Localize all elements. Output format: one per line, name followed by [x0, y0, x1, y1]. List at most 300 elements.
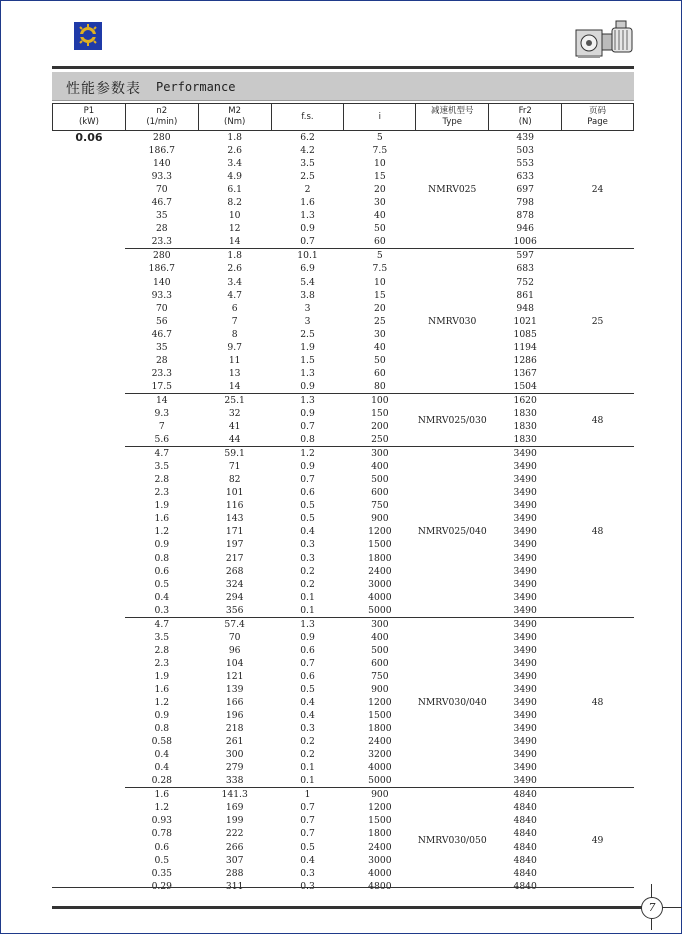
table-row: [53, 578, 634, 591]
n2-cell: 0.28: [151, 775, 173, 787]
n2-cell: 140: [153, 276, 171, 288]
m2-cell: 139: [225, 683, 244, 695]
ratio-cell: 1200: [368, 526, 392, 538]
col-header-type: 减速机型号 Type: [416, 104, 489, 131]
ratio-cell: 900: [344, 788, 416, 802]
fr2-cell: 3490: [513, 749, 537, 761]
fs-cell: 0.9: [300, 461, 315, 473]
table-row: [53, 367, 634, 380]
n2-cell: 0.4: [154, 749, 170, 761]
fr2-cell: 3490: [513, 644, 537, 656]
ratio-cell: 300: [344, 617, 416, 631]
table-row: [53, 447, 634, 461]
fr2-cell: 752: [516, 276, 534, 288]
ratio-cell: 25: [374, 315, 386, 327]
fr2-cell: 3490: [513, 474, 537, 486]
m2-cell: 307: [225, 854, 244, 866]
n2-cell: 1.2: [154, 526, 170, 538]
ratio-cell: 1800: [368, 723, 392, 735]
fs-cell: 6.9: [300, 263, 315, 275]
fr2-cell: 503: [516, 145, 534, 157]
fs-cell: 0.4: [300, 710, 315, 722]
m2-cell: 4.7: [227, 289, 242, 301]
fr2-cell: 4840: [513, 867, 537, 879]
ratio-cell: 100: [344, 393, 416, 407]
table-row: [53, 420, 634, 433]
fr2-cell: 3490: [513, 604, 537, 616]
table-row: [53, 183, 634, 196]
ratio-cell: 900: [371, 513, 389, 525]
n2-cell: 14: [125, 393, 198, 407]
m2-cell: 116: [225, 500, 244, 512]
fr2-cell: 1830: [513, 421, 537, 433]
n2-cell: 0.58: [151, 736, 173, 748]
ratio-cell: 2400: [368, 841, 392, 853]
table-row: [53, 222, 634, 235]
table-row: [53, 276, 634, 289]
ratio-cell: 2400: [368, 565, 392, 577]
table-row: [53, 735, 634, 748]
m2-cell: 44: [228, 434, 241, 446]
m2-cell: 268: [225, 565, 244, 577]
fr2-cell: 4840: [513, 841, 537, 853]
n2-cell: 93.3: [151, 289, 173, 301]
fs-cell: 1.3: [271, 617, 344, 631]
fr2-cell: 1085: [513, 328, 537, 340]
m2-cell: 300: [225, 749, 244, 761]
m2-cell: 199: [225, 815, 244, 827]
table-row: [53, 512, 634, 525]
table-row: [53, 788, 634, 802]
table-row: [53, 617, 634, 631]
fs-cell: 0.6: [300, 670, 315, 682]
table-row: [53, 341, 634, 354]
fs-cell: 3.5: [300, 158, 315, 170]
m2-cell: 294: [225, 591, 244, 603]
ratio-cell: 80: [374, 380, 386, 392]
fr2-cell: 1830: [513, 407, 537, 419]
fr2-cell: 3490: [513, 657, 537, 669]
n2-cell: 0.35: [151, 867, 173, 879]
m2-cell: 8: [231, 328, 238, 340]
fr2-cell: 4840: [513, 854, 537, 866]
type-cell: NMRV030/040: [416, 617, 489, 788]
n2-cell: 2.3: [154, 657, 170, 669]
fr2-cell: 3490: [513, 578, 537, 590]
fs-cell: 0.6: [300, 644, 315, 656]
fs-cell: 3: [304, 302, 311, 314]
header-rule: [52, 66, 634, 69]
m2-cell: 141.3: [198, 788, 271, 802]
n2-cell: 17.5: [151, 380, 173, 392]
table-row: [53, 827, 634, 840]
n2-cell: 186.7: [148, 263, 175, 275]
ratio-cell: 15: [374, 289, 386, 301]
type-cell: NMRV025: [428, 184, 477, 196]
ratio-cell: 30: [374, 328, 386, 340]
ratio-cell: 40: [374, 341, 386, 353]
m2-cell: 25.1: [198, 393, 271, 407]
m2-cell: 1.8: [227, 132, 242, 143]
m2-cell: 3.4: [227, 158, 242, 170]
footer-rule: [52, 906, 642, 909]
col-header-fr2: Fr2 (N): [489, 104, 562, 131]
ratio-cell: 5000: [368, 775, 392, 787]
page-ref-cell: 25: [562, 249, 634, 394]
m2-cell: 166: [225, 697, 244, 709]
fs-cell: 0.4: [300, 697, 315, 709]
fr2-cell: 3490: [513, 513, 537, 525]
n2-cell: 23.3: [151, 236, 173, 248]
fr2-cell: 1006: [513, 236, 537, 248]
ratio-cell: 600: [371, 657, 389, 669]
page-number: 7: [641, 897, 663, 919]
ratio-cell: 4000: [368, 591, 392, 603]
fs-cell: 0.5: [300, 500, 315, 512]
table-row: [53, 538, 634, 551]
ratio-cell: 2400: [368, 736, 392, 748]
n2-cell: 4.7: [125, 447, 198, 461]
n2-cell: 2.8: [154, 644, 170, 656]
fr2-cell: 3490: [513, 500, 537, 512]
fs-cell: 2: [304, 184, 311, 196]
fs-cell: 2.5: [300, 171, 315, 183]
table-row: [53, 460, 634, 473]
fs-cell: 0.5: [300, 841, 315, 853]
n2-cell: 5.6: [154, 434, 170, 446]
m2-cell: 2.6: [227, 145, 242, 157]
ratio-cell: 400: [371, 631, 389, 643]
m2-cell: 196: [225, 710, 244, 722]
ratio-cell: 500: [371, 474, 389, 486]
m2-cell: 171: [225, 526, 244, 538]
fr2-cell: 683: [516, 263, 534, 275]
fs-cell: 0.2: [300, 565, 315, 577]
table-row: [53, 433, 634, 447]
n2-cell: 0.3: [154, 604, 170, 616]
n2-cell: 2.8: [154, 474, 170, 486]
ratio-cell: 750: [371, 500, 389, 512]
n2-cell: 186.7: [148, 145, 175, 157]
n2-cell: 140: [153, 158, 171, 170]
n2-cell: 1.6: [125, 788, 198, 802]
n2-cell: 1.9: [154, 500, 170, 512]
ratio-cell: 5: [344, 249, 416, 263]
fs-cell: 6.2: [300, 132, 315, 143]
n2-cell: 1.2: [154, 697, 170, 709]
n2-cell: 46.7: [151, 197, 173, 209]
table-row: [53, 486, 634, 499]
ratio-cell: 750: [371, 670, 389, 682]
table-row: [53, 552, 634, 565]
m2-cell: 279: [225, 762, 244, 774]
fs-cell: 0.5: [300, 683, 315, 695]
m2-cell: 11: [228, 354, 241, 366]
ratio-cell: 20: [374, 184, 386, 196]
fr2-cell: 3490: [513, 723, 537, 735]
fs-cell: 10.1: [271, 249, 344, 263]
fs-cell: 0.7: [300, 828, 315, 840]
n2-cell: 70: [155, 302, 168, 314]
fs-cell: 1.2: [271, 447, 344, 461]
fr2-cell: 861: [516, 289, 534, 301]
table-row: [53, 380, 634, 394]
ratio-cell: 500: [371, 644, 389, 656]
table-row: [53, 631, 634, 644]
ratio-cell: 600: [371, 487, 389, 499]
fs-cell: 0.2: [300, 578, 315, 590]
fr2-cell: 1367: [513, 367, 537, 379]
m2-cell: 96: [228, 644, 241, 656]
fr2-cell: 553: [516, 158, 534, 170]
n2-cell: 35: [155, 210, 168, 222]
m2-cell: 261: [225, 736, 244, 748]
m2-cell: 32: [228, 407, 241, 419]
fs-cell: 0.1: [300, 604, 315, 616]
fr2-cell: 3490: [513, 775, 537, 787]
page-ref-cell: 24: [591, 184, 604, 196]
fs-cell: 0.9: [300, 223, 315, 235]
table-row: [53, 235, 634, 249]
table-row: [53, 565, 634, 578]
fs-cell: 0.9: [300, 380, 315, 392]
table-row: [53, 209, 634, 222]
n2-cell: 1.6: [154, 683, 170, 695]
n2-cell: 280: [153, 132, 171, 143]
ratio-cell: 1500: [368, 710, 392, 722]
ratio-cell: 1200: [368, 802, 392, 814]
fr2-cell: 597: [489, 249, 562, 263]
table-row: [53, 499, 634, 512]
n2-cell: 0.4: [154, 591, 170, 603]
fs-cell: 0.5: [300, 513, 315, 525]
section-title-zh: 性能参数表: [66, 81, 141, 97]
table-row: [53, 262, 634, 275]
n2-cell: 0.5: [154, 578, 170, 590]
ratio-cell: 7.5: [372, 145, 388, 157]
m2-cell: 9.7: [227, 341, 242, 353]
fr2-cell: 3490: [513, 526, 537, 538]
m2-cell: 57.4: [198, 617, 271, 631]
fr2-cell: 1021: [513, 315, 537, 327]
fr2-cell: 1286: [513, 354, 537, 366]
m2-cell: 356: [225, 604, 244, 616]
table-row: [53, 867, 634, 880]
m2-cell: 266: [225, 841, 244, 853]
type-cell: NMRV025/030: [416, 393, 489, 446]
table-row: [53, 814, 634, 827]
n2-cell: 0.93: [151, 815, 173, 827]
page-ref-cell: 49: [562, 788, 634, 893]
n2-cell: 0.8: [154, 552, 170, 564]
fr2-cell: 4840: [513, 815, 537, 827]
table-row: [53, 393, 634, 407]
table-row: [53, 841, 634, 854]
fr2-cell: 946: [516, 223, 534, 235]
page-ref-cell: 48: [562, 617, 634, 788]
n2-cell: 0.9: [154, 539, 170, 551]
fs-cell: 5.4: [300, 276, 315, 288]
col-header-page: 页码 Page: [562, 104, 634, 131]
ratio-cell: 900: [371, 683, 389, 695]
n2-cell: 0.6: [154, 841, 170, 853]
fs-cell: 1.3: [300, 210, 315, 222]
fr2-cell: 3490: [513, 487, 537, 499]
fr2-cell: 1620: [489, 393, 562, 407]
ratio-cell: 15: [374, 171, 386, 183]
fs-cell: 0.6: [300, 487, 315, 499]
ratio-cell: 60: [374, 367, 386, 379]
table-row: [53, 407, 634, 420]
fr2-cell: 1504: [513, 380, 537, 392]
m2-cell: 2.6: [227, 263, 242, 275]
m2-cell: 169: [225, 802, 244, 814]
fr2-cell: 948: [516, 302, 534, 314]
n2-cell: 0.4: [154, 762, 170, 774]
table-row: [53, 131, 634, 145]
table-row: [53, 289, 634, 302]
fr2-cell: 4840: [513, 828, 537, 840]
table-row: [53, 670, 634, 683]
n2-cell: 0.6: [154, 565, 170, 577]
m2-cell: 222: [225, 828, 244, 840]
section-title-bar: [52, 72, 634, 101]
fs-cell: 0.7: [300, 657, 315, 669]
ratio-cell: 150: [371, 407, 389, 419]
m2-cell: 197: [225, 539, 244, 551]
table-row: [53, 328, 634, 341]
ratio-cell: 10: [374, 158, 386, 170]
table-row: [53, 722, 634, 735]
ratio-cell: 50: [374, 354, 386, 366]
power-cell: 0.06: [75, 131, 103, 144]
m2-cell: 121: [225, 670, 244, 682]
m2-cell: 101: [225, 487, 244, 499]
n2-cell: 23.3: [151, 367, 173, 379]
n2-cell: 1.6: [154, 513, 170, 525]
fs-cell: 1: [271, 788, 344, 802]
table-row: [53, 196, 634, 209]
n2-cell: 1.9: [154, 670, 170, 682]
table-body: [53, 131, 634, 893]
fr2-cell: 3490: [513, 670, 537, 682]
table-row: [53, 170, 634, 183]
fr2-cell: 3490: [513, 736, 537, 748]
n2-cell: 7: [158, 421, 165, 433]
crop-mark-horizontal: [661, 907, 682, 908]
col-header-n2: n2 (1/min): [125, 104, 198, 131]
col-header-fs: f.s.: [271, 104, 344, 131]
fs-cell: 0.7: [300, 815, 315, 827]
ratio-cell: 1500: [368, 539, 392, 551]
fs-cell: 0.7: [300, 802, 315, 814]
table-header-row: [53, 104, 634, 131]
fs-cell: 0.7: [300, 236, 315, 248]
fs-cell: 0.3: [300, 723, 315, 735]
col-header-m2: M2 (Nm): [198, 104, 271, 131]
fr2-cell: 3490: [489, 617, 562, 631]
n2-cell: 56: [155, 315, 168, 327]
ratio-cell: 10: [374, 276, 386, 288]
ratio-cell: 1800: [368, 828, 392, 840]
fr2-cell: 4840: [513, 802, 537, 814]
fr2-cell: 4840: [489, 788, 562, 802]
brand-logo-icon: [74, 22, 102, 50]
ratio-cell: 4000: [368, 762, 392, 774]
fr2-cell: 3490: [513, 710, 537, 722]
ratio-cell: 30: [374, 197, 386, 209]
fr2-cell: 439: [516, 132, 534, 143]
table-row: [53, 657, 634, 670]
fs-cell: 0.1: [300, 762, 315, 774]
table-row: [53, 774, 634, 788]
n2-cell: 93.3: [151, 171, 173, 183]
ratio-cell: 3000: [368, 854, 392, 866]
m2-cell: 324: [225, 578, 244, 590]
m2-cell: 82: [228, 474, 241, 486]
fs-cell: 0.1: [300, 775, 315, 787]
fr2-cell: 3490: [489, 447, 562, 461]
m2-cell: 71: [228, 461, 241, 473]
n2-cell: 2.3: [154, 487, 170, 499]
m2-cell: 218: [225, 723, 244, 735]
table-row: [53, 591, 634, 604]
fs-cell: 1.3: [300, 367, 315, 379]
table-row: [53, 748, 634, 761]
fr2-cell: 697: [516, 184, 534, 196]
table-row: [53, 644, 634, 657]
n2-cell: 0.8: [154, 723, 170, 735]
ratio-cell: 60: [374, 236, 386, 248]
fr2-cell: 633: [516, 171, 534, 183]
fs-cell: 4.2: [300, 145, 315, 157]
m2-cell: 338: [225, 775, 244, 787]
ratio-cell: 1500: [368, 815, 392, 827]
fs-cell: 0.3: [300, 539, 315, 551]
n2-cell: 28: [155, 354, 168, 366]
page-ref-cell: 48: [562, 393, 634, 446]
table-row: [53, 604, 634, 618]
fr2-cell: 3490: [513, 539, 537, 551]
fr2-cell: 1830: [513, 434, 537, 446]
ratio-cell: 50: [374, 223, 386, 235]
fs-cell: 1.6: [300, 197, 315, 209]
m2-cell: 7: [231, 315, 238, 327]
fr2-cell: 878: [516, 210, 534, 222]
n2-cell: 70: [155, 184, 168, 196]
ratio-cell: 1200: [368, 697, 392, 709]
fs-cell: 1.9: [300, 341, 315, 353]
m2-cell: 8.2: [227, 197, 242, 209]
fs-cell: 0.9: [300, 631, 315, 643]
fs-cell: 1.3: [271, 393, 344, 407]
fr2-cell: 3490: [513, 552, 537, 564]
fr2-cell: 1194: [513, 341, 537, 353]
n2-cell: 0.78: [151, 828, 173, 840]
fr2-cell: 798: [516, 197, 534, 209]
n2-cell: 3.5: [154, 461, 170, 473]
fs-cell: 0.2: [300, 736, 315, 748]
m2-cell: 4.9: [227, 171, 242, 183]
ratio-cell: 7.5: [372, 263, 388, 275]
n2-cell: 46.7: [151, 328, 173, 340]
table-row: [53, 709, 634, 722]
ratio-cell: 3200: [368, 749, 392, 761]
ratio-cell: 3000: [368, 578, 392, 590]
table-row: [53, 302, 634, 315]
fr2-cell: 3490: [513, 591, 537, 603]
table-row: [53, 525, 634, 538]
